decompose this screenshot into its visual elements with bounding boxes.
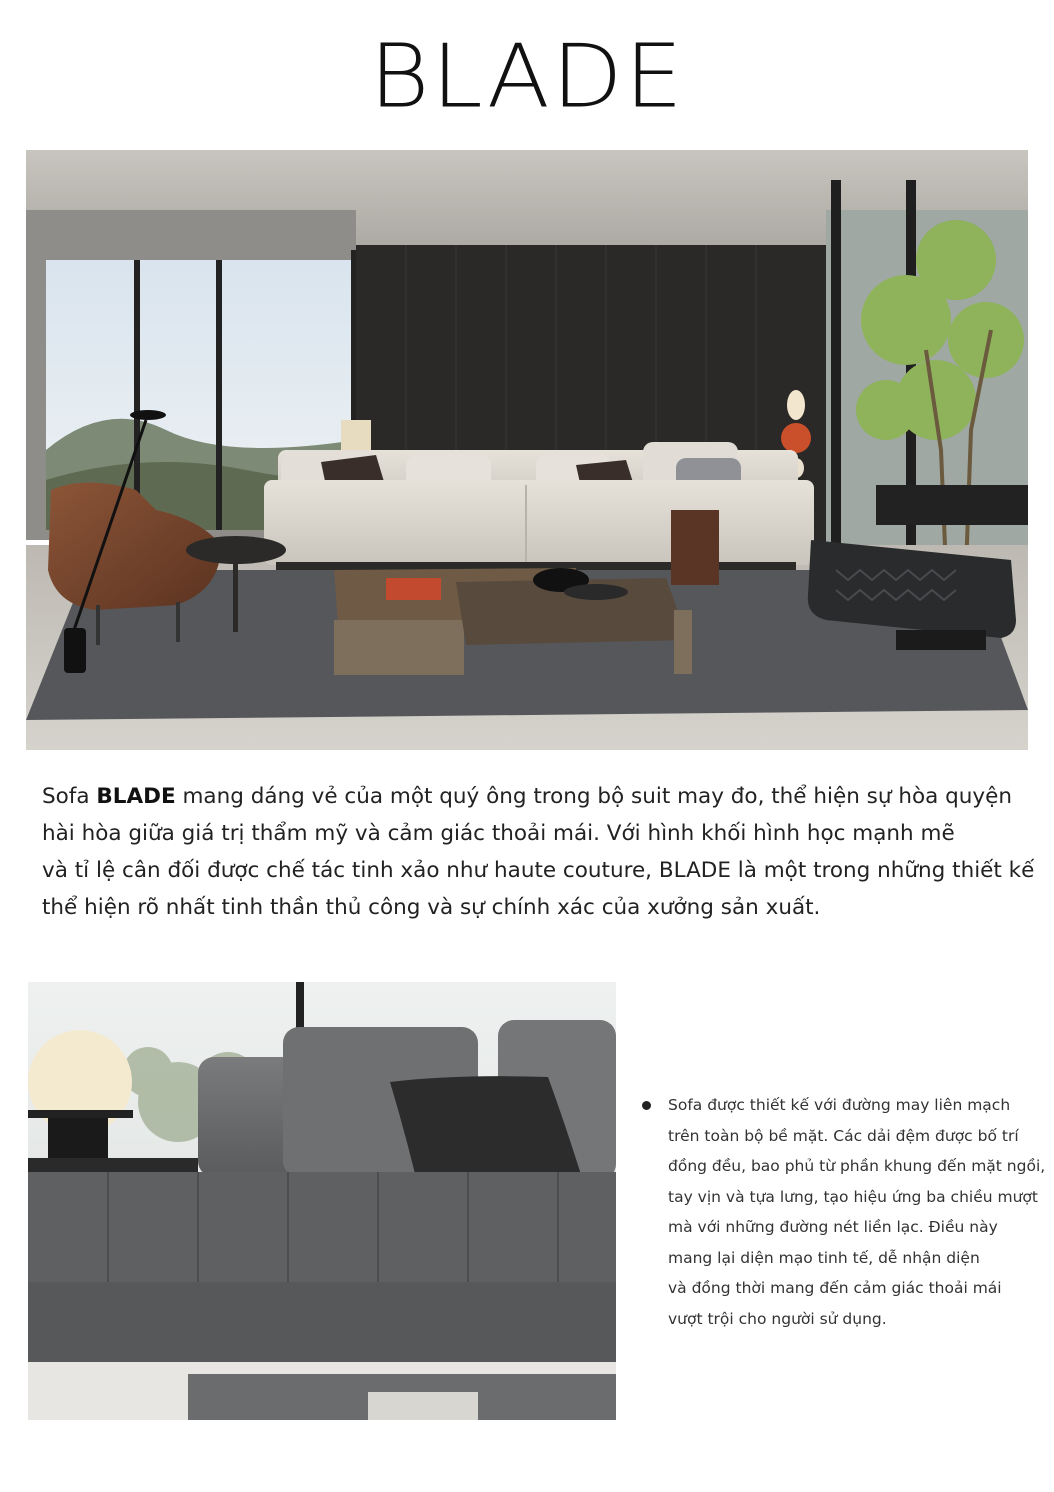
feature-line: trên toàn bộ bề mặt. Các dải đệm được bố trí [668, 1126, 1019, 1145]
intro-paragraph [42, 778, 1035, 926]
feature-line: mang lại diện mạo tinh tế, dễ nhận diện [668, 1248, 980, 1267]
feature-line: vượt trội cho người sử dụng. [668, 1309, 887, 1328]
feature-list [642, 1090, 1046, 1334]
feature-line: và đồng thời mang đến cảm giác thoải mái [668, 1279, 1002, 1297]
brand-name: BLADE [96, 784, 176, 809]
feature-line: tay vịn và tựa lưng, tạo hiệu ứng ba chiều mượt [668, 1187, 1038, 1206]
bullet-icon [642, 1101, 651, 1110]
intro-line-1 [42, 778, 1022, 815]
intro-line-4: thể hiện rõ nhất tinh thần thủ công và sự chính xác của xưởng sản xuất. [42, 895, 821, 920]
feature-list-item [668, 1090, 1046, 1334]
sofa-detail-image [28, 982, 616, 1420]
page-title: BLADE [369, 25, 685, 128]
intro-line-3: và tỉ lệ cân đối được chế tác tinh xảo như haute couture, BLADE là một trong những thiết kế [42, 858, 1035, 883]
feature-line: mà với những đường nét liền lạc. Điều này [668, 1218, 998, 1236]
intro-prefix: Sofa [42, 784, 97, 809]
feature-line: Sofa được thiết kế với đường may liên mạch [668, 1096, 1011, 1114]
intro-line-1-rest: mang dáng vẻ của một quý ông trong bộ suit may đo, thể hiện sự hòa quyện [175, 784, 1012, 809]
hero-living-room-image [26, 150, 1028, 750]
feature-line: đồng đều, bao phủ từ phần khung đến mặt ngồi, [668, 1157, 1046, 1175]
intro-line-2: hài hòa giữa giá trị thẩm mỹ và cảm giác thoải mái. Với hình khối hình học mạnh mẽ [42, 821, 955, 846]
